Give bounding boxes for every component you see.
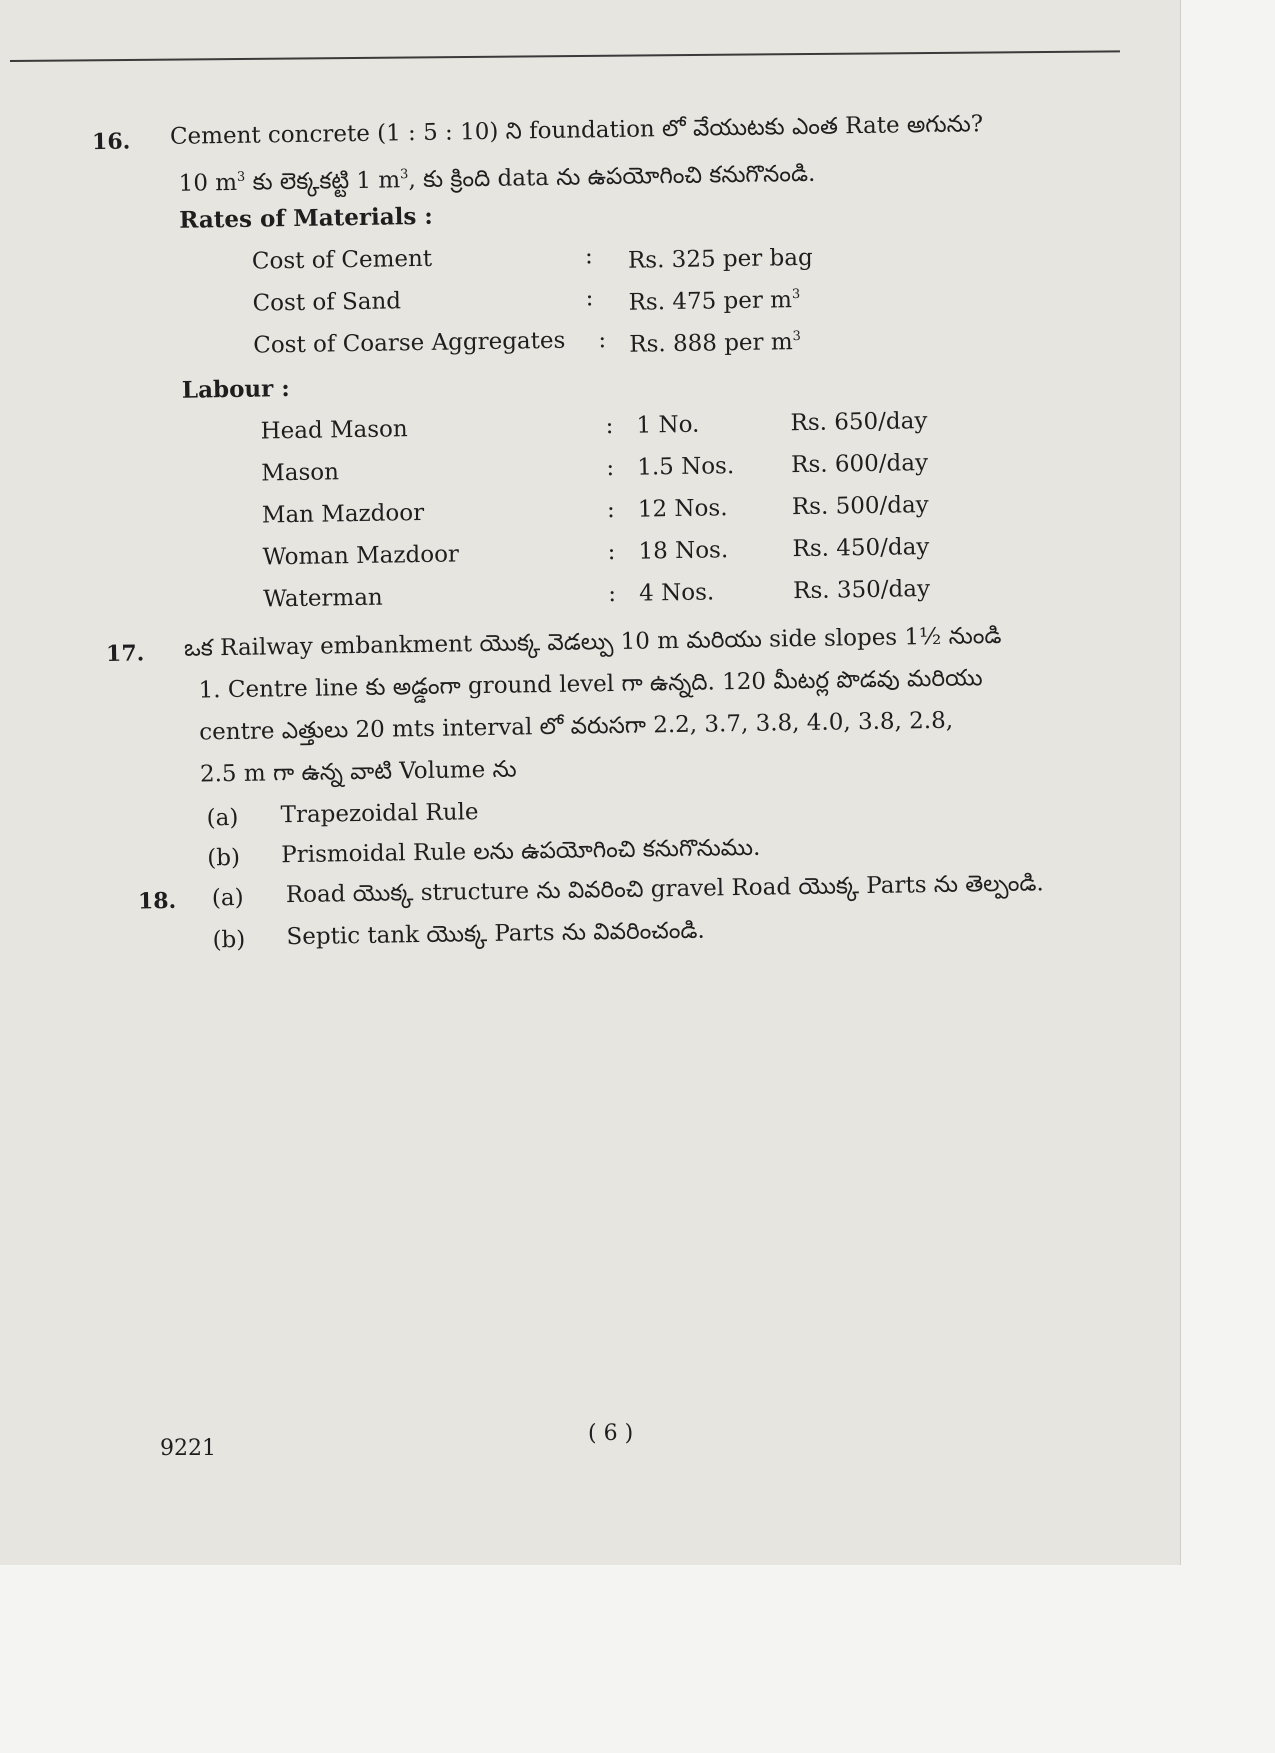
q17-line1: ఒక Railway embankment యొక్క వెడల్పు 10 m మరియు side slopes 1½ నుండి	[183, 622, 1002, 662]
labour-rate: Rs. 650/day	[790, 408, 928, 437]
material-value: Rs. 888 per $m^3$	[629, 329, 801, 358]
materials-heading: Rates of Materials :	[179, 202, 434, 234]
q17-number: 17.	[105, 640, 145, 667]
q16-line1: Cement concrete (1 : 5 : 10) ని foundation లో వేయుటకు ఎంత Rate అగును?	[169, 111, 984, 150]
labour-qty: 12 Nos.	[637, 495, 728, 523]
q17-part-label: (b)	[207, 844, 241, 872]
material-label: Cost of Sand	[252, 288, 402, 317]
material-separator: :	[584, 243, 593, 270]
q17-line4: 2.5 m గా ఉన్న వాటి Volume ను	[199, 756, 517, 788]
q17-part-text: Trapezoidal Rule	[280, 799, 479, 829]
q16-line2: 10 $m^3$ కు లెక్కకట్టి 1 $m^3$, కు క్రింది data ను ఉపయోగించి కనుగొనండి.	[178, 160, 816, 197]
q17-line3: centre ఎత్తులు 20 mts interval లో వరుసగా 2.2, 3.7, 3.8, 4.0, 3.8, 2.8,	[199, 707, 954, 746]
labour-separator: :	[608, 580, 617, 608]
q18-part-text: Septic tank యొక్క Parts ను వివరించండి.	[286, 917, 705, 951]
labour-rate: Rs. 600/day	[790, 450, 929, 479]
labour-separator: :	[606, 454, 615, 482]
labour-rate: Rs. 500/day	[791, 492, 929, 521]
labour-role: Woman Mazdoor	[262, 541, 460, 571]
q17-part-text: Prismoidal Rule లను ఉపయోగించి కనుగొనుము.	[281, 834, 761, 869]
paper-code: 9221	[160, 1436, 216, 1461]
labour-separator: :	[605, 412, 614, 440]
q17-part-label: (a)	[206, 804, 239, 832]
material-value: Rs. 475 per $m^3$	[628, 287, 801, 316]
material-separator: :	[598, 327, 607, 354]
q16-number: 16.	[91, 128, 131, 156]
q18-part-label: (b)	[212, 926, 246, 954]
labour-qty: 1 No.	[636, 411, 700, 439]
labour-separator: :	[606, 496, 615, 524]
material-separator: :	[585, 285, 594, 312]
labour-role: Man Mazdoor	[261, 499, 425, 529]
material-label: Cost of Cement	[251, 245, 433, 275]
labour-heading: Labour :	[181, 375, 290, 404]
labour-qty: 1.5 Nos.	[637, 453, 735, 481]
labour-role: Mason	[261, 459, 340, 487]
q17-line2: 1. Centre line కు అడ్డంగా ground level గా ఉన్నది. 120 మీటర్ల పొడవు మరియు	[198, 665, 983, 704]
labour-qty: 4 Nos.	[638, 579, 715, 607]
labour-separator: :	[607, 538, 616, 566]
labour-rate: Rs. 350/day	[792, 576, 931, 605]
material-value: Rs. 325 per bag	[627, 244, 813, 274]
labour-qty: 18 Nos.	[638, 537, 729, 565]
material-label: Cost of Coarse Aggregates	[253, 327, 566, 359]
labour-role: Head Mason	[260, 416, 408, 445]
q18-number: 18.	[137, 887, 177, 915]
labour-rate: Rs. 450/day	[792, 534, 930, 563]
q18-part-text: Road యొక్క structure ను వివరించి gravel Road యొక్క Parts ను తెల్పండి.	[285, 870, 1044, 909]
q18-part-label: (a)	[211, 884, 244, 912]
page-number: ( 6 )	[588, 1421, 634, 1446]
labour-role: Waterman	[263, 584, 383, 613]
